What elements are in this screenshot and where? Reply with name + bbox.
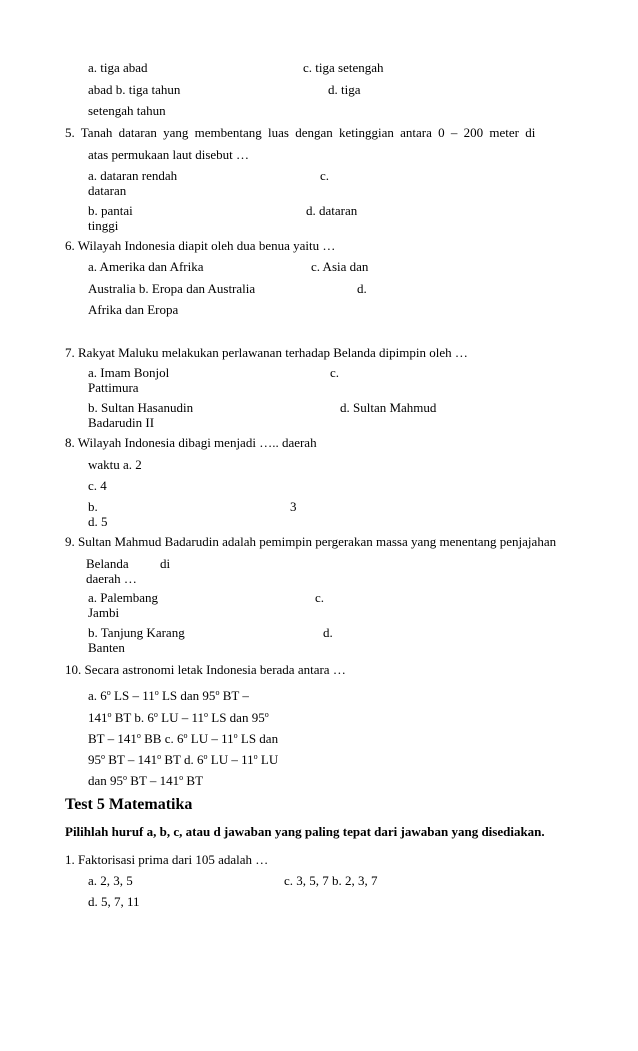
math-question-1: 1. Faktorisasi prima dari 105 adalah … [65, 852, 269, 867]
q10-options-line: 95$^o$ BT – 141$^o$ BT d. 6$^o$ LU – 11$^o$ LU [88, 752, 279, 767]
q10-options-line: dan 95$^o$ BT – 141$^o$ BT [88, 773, 204, 788]
q8-option-c: c. 4 [88, 478, 107, 493]
instruction-text: Pilihlah huruf a, b, c, atau d jawaban yang paling tepat dari jawaban yang disediakan. [65, 824, 545, 839]
q9-option-d: d. [323, 625, 333, 640]
q10-options-line: 141$^o$ BT b. 6$^o$ LU – 11$^o$ LS dan 95$^o$ [88, 710, 269, 725]
math-q1-option-c: c. 3, 5, 7 b. 2, 3, 7 [284, 873, 378, 888]
q4-option-d: d. tiga [328, 82, 361, 97]
q6-option-d: d. [357, 281, 367, 296]
q6-option-a: a. Amerika dan Afrika [88, 259, 204, 274]
question-10: 10. Secara astronomi letak Indonesia berada antara … [65, 662, 346, 677]
q8-option-b: b. [88, 499, 98, 514]
q4-option-c: c. tiga setengah [303, 60, 384, 75]
q10-options-line: a. 6$^o$ LS – 11$^o$ LS dan 95$^o$ BT – [88, 688, 249, 703]
q9-option-cont: Banten [88, 640, 125, 655]
q7-option-cont: Pattimura [88, 380, 139, 395]
question-5-cont: atas permukaan laut disebut … [88, 147, 250, 162]
math-q1-option-d: d. 5, 7, 11 [88, 894, 140, 909]
q7-option-a: a. Imam Bonjol [88, 365, 170, 380]
q7-option-c: c. [330, 365, 340, 380]
q9-option-c: c. [315, 590, 325, 605]
q5-option-d: d. dataran [306, 203, 358, 218]
question-9: 9. Sultan Mahmud Badarudin adalah pemimpin pergerakan massa yang menentang penjajahan [65, 534, 557, 549]
q5-option-cont: dataran [88, 183, 127, 198]
question-9-cont: Belanda [86, 556, 129, 571]
section-heading: Test 5 Matematika [65, 796, 193, 813]
q7-option-cont: Badarudin II [88, 415, 155, 430]
q9-option-a: a. Palembang [88, 590, 159, 605]
q6-option-c: c. Asia dan [311, 259, 369, 274]
question-7: 7. Rakyat Maluku melakukan perlawanan terhadap Belanda dipimpin oleh … [65, 345, 468, 360]
q4-option-b: abad b. tiga tahun [88, 82, 181, 97]
question-9-cont: daerah … [86, 571, 137, 586]
q6-option-b: Australia b. Eropa dan Australia [88, 281, 256, 296]
q5-option-c: c. [320, 168, 330, 183]
q9-option-b: b. Tanjung Karang [88, 625, 185, 640]
q8-option-b-value: 3 [290, 499, 297, 514]
q9-option-cont: Jambi [88, 605, 120, 620]
math-q1-option-a: a. 2, 3, 5 [88, 873, 133, 888]
q7-option-b: b. Sultan Hasanudin [88, 400, 194, 415]
q4-option-cont: setengah tahun [88, 103, 166, 118]
q5-option-cont: tinggi [88, 218, 119, 233]
q10-options-line: BT – 141$^o$ BB c. 6$^o$ LU – 11$^o$ LS dan [88, 731, 279, 746]
question-9-cont: di [160, 556, 171, 571]
question-6: 6. Wilayah Indonesia diapit oleh dua benua yaitu … [65, 238, 336, 253]
q8-option-a: waktu a. 2 [88, 457, 142, 472]
q6-option-cont: Afrika dan Eropa [88, 302, 179, 317]
q7-option-d: d. Sultan Mahmud [340, 400, 437, 415]
q5-option-a: a. dataran rendah [88, 168, 178, 183]
q4-option-a: a. tiga abad [88, 60, 148, 75]
q5-option-b: b. pantai [88, 203, 133, 218]
q8-option-d: d. 5 [88, 514, 108, 529]
question-5: 5. Tanah dataran yang membentang luas dengan ketinggian antara 0 – 200 meter di [65, 125, 536, 140]
question-8: 8. Wilayah Indonesia dibagi menjadi ….. daerah [65, 435, 317, 450]
